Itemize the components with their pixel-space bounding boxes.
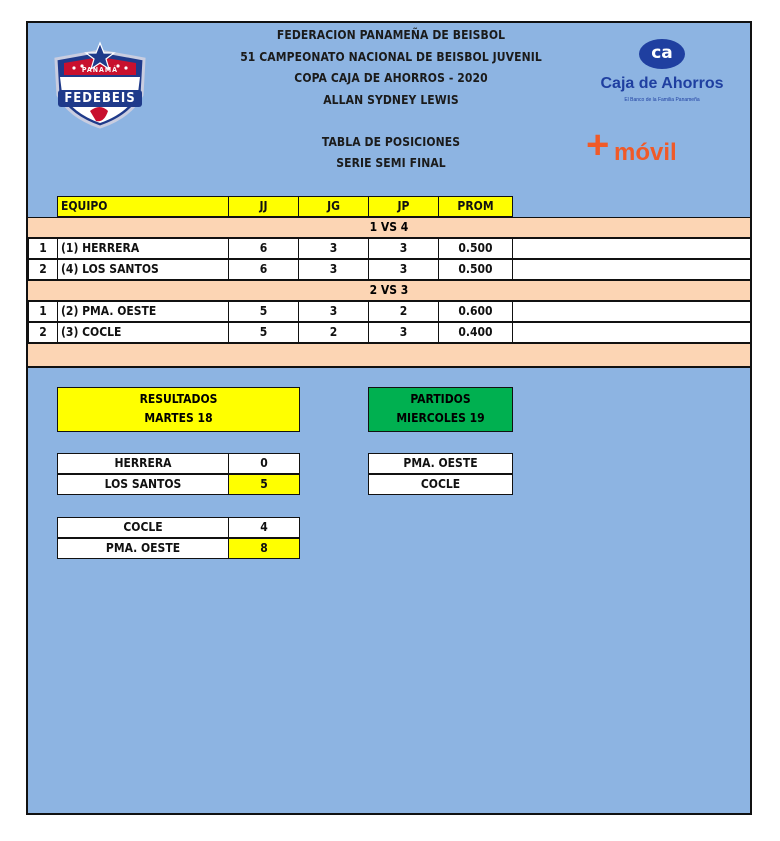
row-jg: 3 (298, 301, 369, 322)
schedule-date: MIERCOLES 19 (396, 411, 485, 425)
caja-badge-icon: ca (639, 39, 685, 69)
result-team: PMA. OESTE (57, 538, 229, 559)
col-header-prom: PROM (438, 196, 513, 217)
row-jj: 5 (228, 301, 299, 322)
result-score-winner: 5 (228, 474, 300, 495)
row-prom: 0.400 (438, 322, 513, 343)
schedule-header (368, 387, 513, 432)
row-jp: 2 (368, 301, 439, 322)
schedule-title: PARTIDOS (410, 392, 471, 406)
result-team: HERRERA (57, 453, 229, 474)
result-score: 0 (228, 453, 300, 474)
row-team: (3) COCLE (57, 322, 229, 343)
row-jp: 3 (368, 322, 439, 343)
results-title: RESULTADOS (139, 392, 218, 406)
row-team: (4) LOS SANTOS (57, 259, 229, 280)
row-jj: 6 (228, 238, 299, 259)
header-federation: FEDERACION PANAMEÑA DE BEISBOL (276, 28, 506, 42)
fedebeis-top-label: PANAMÁ (81, 66, 119, 74)
standings-sheet (26, 21, 752, 815)
row-jj: 5 (228, 322, 299, 343)
row-prom: 0.600 (438, 301, 513, 322)
col-header-team: EQUIPO (57, 196, 229, 217)
result-team: COCLE (57, 517, 229, 538)
result-score-winner: 8 (228, 538, 300, 559)
header-cup: COPA CAJA DE AHORROS - 2020 (294, 71, 488, 85)
row-jg: 3 (298, 259, 369, 280)
col-header-jj: JJ (228, 196, 299, 217)
caja-tagline: El Banco de la Familia Panameña (624, 97, 700, 103)
row-position: 2 (28, 259, 58, 280)
caja-de-ahorros-logo (576, 37, 752, 109)
row-jp: 3 (368, 259, 439, 280)
row-blank (512, 301, 752, 322)
movil-plus-icon: + (586, 123, 610, 167)
row-position: 1 (28, 238, 58, 259)
result-team: LOS SANTOS (57, 474, 229, 495)
table-footer-band (28, 343, 750, 368)
row-jg: 3 (298, 238, 369, 259)
col-header-jg: JG (298, 196, 369, 217)
row-blank (512, 238, 752, 259)
group-label-1vs4: 1 VS 4 (28, 217, 750, 238)
scheduled-team: PMA. OESTE (368, 453, 513, 474)
col-header-jp: JP (368, 196, 439, 217)
result-score: 4 (228, 517, 300, 538)
header-series: SERIE SEMI FINAL (336, 156, 446, 170)
movil-name: móvil (614, 139, 677, 166)
header-table-title: TABLA DE POSICIONES (321, 135, 461, 149)
movil-logo (586, 123, 716, 173)
fedebeis-name: FEDEBEIS (64, 91, 136, 106)
row-position: 1 (28, 301, 58, 322)
row-team: (2) PMA. OESTE (57, 301, 229, 322)
row-prom: 0.500 (438, 259, 513, 280)
row-position: 2 (28, 322, 58, 343)
row-jg: 2 (298, 322, 369, 343)
row-blank (512, 322, 752, 343)
row-team: (1) HERRERA (57, 238, 229, 259)
scheduled-team: COCLE (368, 474, 513, 495)
results-header (57, 387, 300, 432)
caja-name: Caja de Ahorros (600, 75, 724, 92)
results-date: MARTES 18 (144, 411, 213, 425)
header-championship: 51 CAMPEONATO NACIONAL DE BEISBOL JUVENIL (240, 50, 542, 64)
header-honoree: ALLAN SYDNEY LEWIS (323, 93, 459, 107)
group-label-2vs3: 2 VS 3 (28, 280, 750, 301)
row-jp: 3 (368, 238, 439, 259)
row-jj: 6 (228, 259, 299, 280)
row-blank (512, 259, 752, 280)
row-prom: 0.500 (438, 238, 513, 259)
